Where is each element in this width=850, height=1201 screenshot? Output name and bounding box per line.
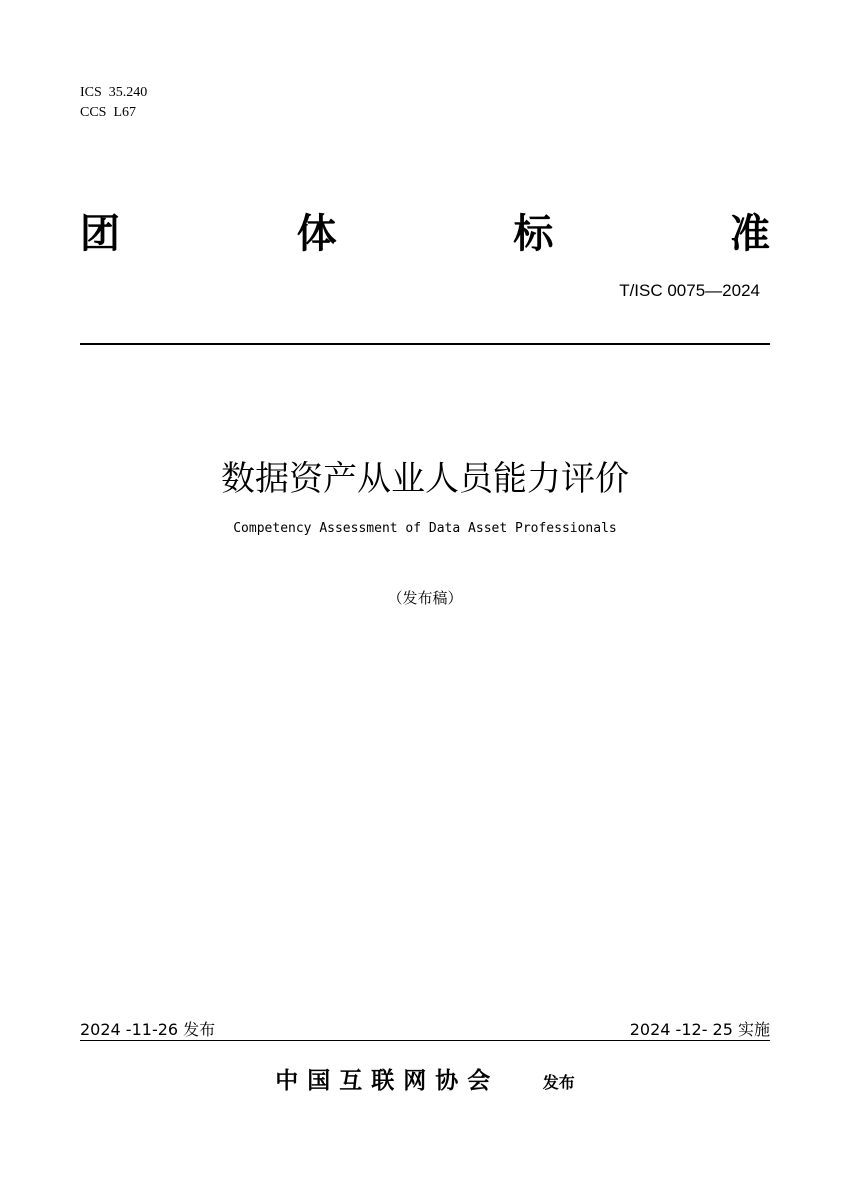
date-row xyxy=(80,1018,770,1041)
ics-code: ICS 35.240 xyxy=(80,85,148,100)
publish-date: 2024 -11-26 发布 xyxy=(80,1020,216,1039)
ccs-code: CCS L67 xyxy=(80,105,137,120)
standard-type-char-4: 准 xyxy=(729,211,770,257)
standard-type-char-2: 体 xyxy=(296,211,337,257)
document-title-chinese: 数据资产从业人员能力评价 xyxy=(221,459,629,499)
implement-date: 2024 -12- 25 实施 xyxy=(629,1020,770,1039)
standard-type-char-3: 标 xyxy=(513,211,554,257)
draft-status: （发布稿） xyxy=(387,589,463,607)
publisher-suffix: 发布 xyxy=(542,1073,575,1092)
header-divider xyxy=(80,343,770,345)
standard-number: T/ISC 0075—2024 xyxy=(619,281,760,300)
publisher-name: 中国互联网协会 xyxy=(275,1068,500,1094)
publisher-line xyxy=(0,1062,850,1095)
standard-type-char-1: 团 xyxy=(80,211,120,257)
classification-codes xyxy=(80,83,147,123)
standard-type-heading xyxy=(80,210,770,258)
document-title-english: Competency Assessment of Data Asset Professionals xyxy=(233,521,617,536)
